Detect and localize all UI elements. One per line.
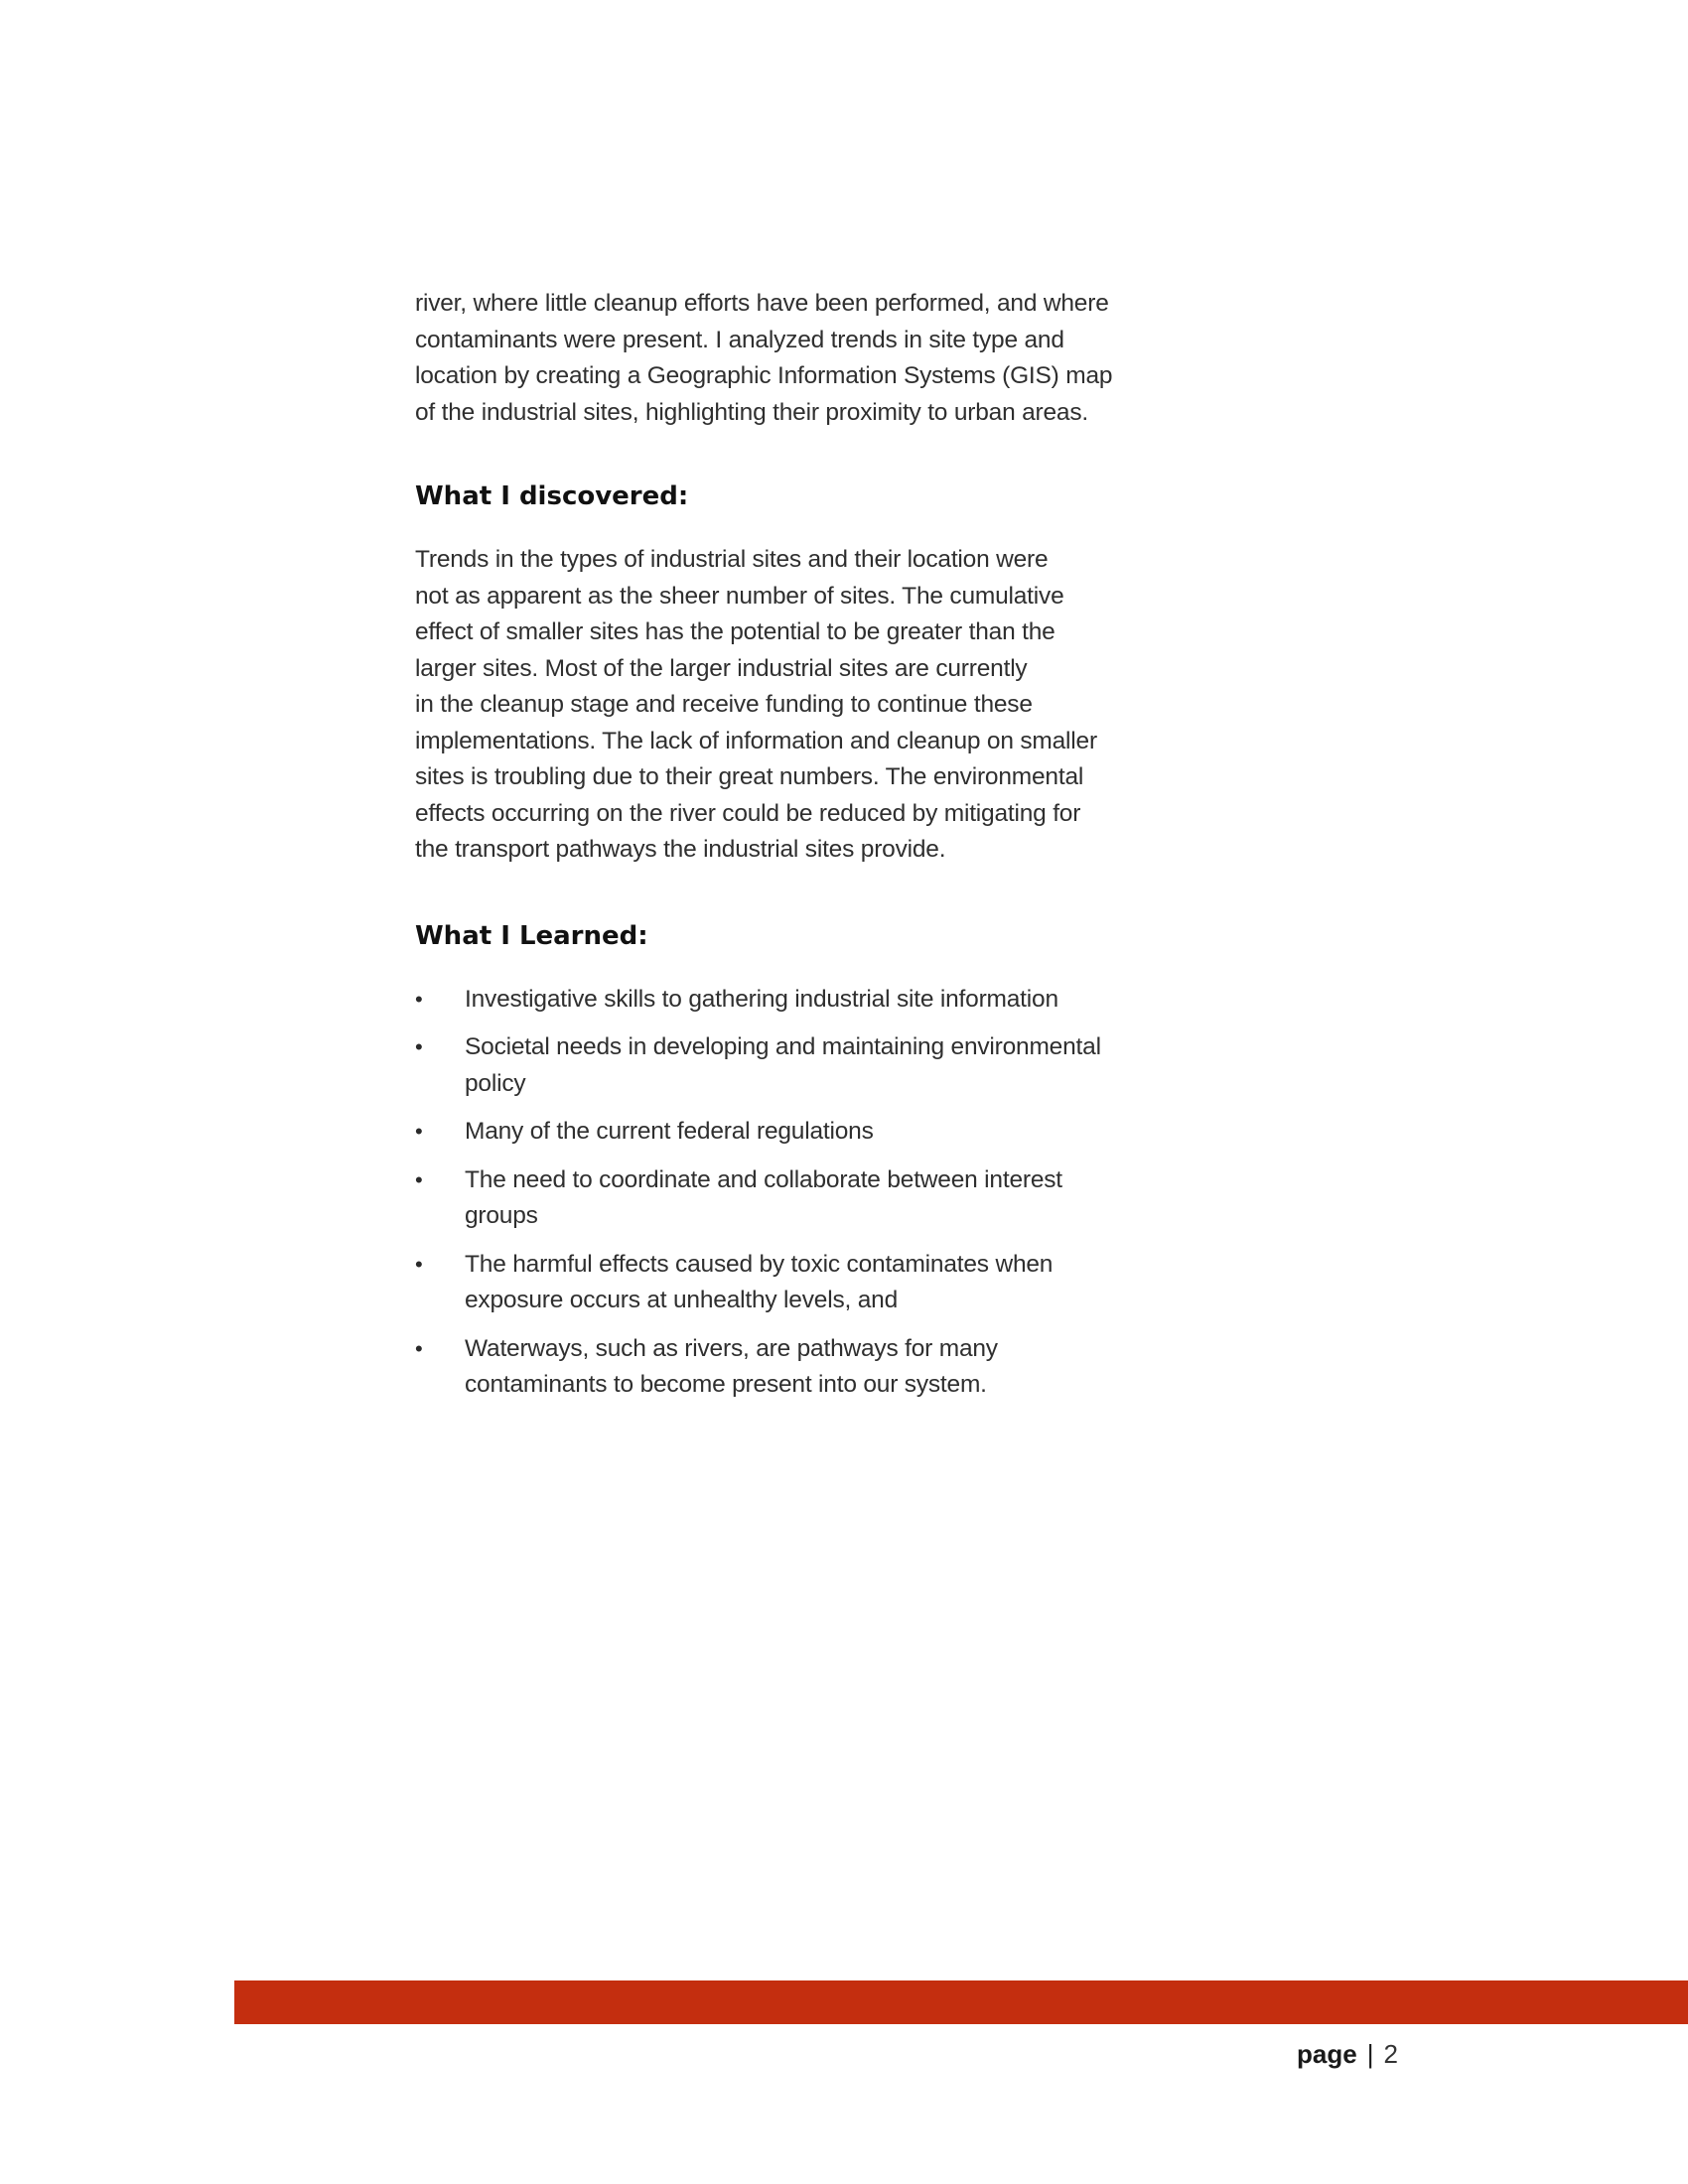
page-number: 2 <box>1383 2039 1398 2069</box>
list-item <box>415 1331 1130 1404</box>
list-item-line: Investigative skills to gathering industrial site information <box>465 985 1058 1013</box>
paragraph-line: contaminants were present. I analyzed trends in site type and <box>415 326 1064 353</box>
intro-paragraph <box>415 286 1130 431</box>
paragraph-line: not as apparent as the sheer number of sites. The cumulative <box>415 582 1064 610</box>
discovered-paragraph <box>415 542 1130 869</box>
paragraph-line: larger sites. Most of the larger industrial sites are currently <box>415 654 1028 682</box>
paragraph-line: effect of smaller sites has the potential to be greater than the <box>415 618 1055 645</box>
paragraph-line: location by creating a Geographic Information Systems (GIS) map <box>415 362 1113 389</box>
list-item-line: The harmful effects caused by toxic contaminates when <box>465 1250 1054 1278</box>
paragraph-line: implementations. The lack of information and cleanup on smaller <box>415 727 1097 754</box>
list-item-line: Waterways, such as rivers, are pathways for many <box>465 1334 998 1362</box>
paragraph-line: of the industrial sites, highlighting their proximity to urban areas. <box>415 398 1089 426</box>
page-word: page <box>1297 2039 1357 2069</box>
list-item-line: Societal needs in developing and maintaining environmental <box>465 1033 1101 1060</box>
list-item <box>415 1162 1130 1235</box>
list-item-line: contaminants to become present into our system. <box>465 1371 987 1398</box>
bullet-icon: • <box>415 1251 423 1277</box>
list-item <box>415 982 1130 1019</box>
list-item-line: Many of the current federal regulations <box>465 1118 874 1145</box>
learned-bullet-list <box>415 982 1130 1404</box>
paragraph-line: in the cleanup stage and receive funding to continue these <box>415 691 1033 718</box>
footer-accent-bar <box>234 1980 1688 2024</box>
paragraph-line: the transport pathways the industrial sites provide. <box>415 836 946 863</box>
bullet-icon: • <box>415 986 423 1012</box>
page-number-label <box>1297 2039 1398 2070</box>
list-item <box>415 1029 1130 1102</box>
list-item-line: policy <box>465 1069 526 1097</box>
paragraph-line: effects occurring on the river could be reduced by mitigating for <box>415 799 1081 827</box>
list-item-line: groups <box>465 1202 538 1229</box>
list-item-line: The need to coordinate and collaborate between interest <box>465 1165 1062 1193</box>
heading-what-i-learned: What I Learned: <box>415 920 648 951</box>
bullet-icon: • <box>415 1166 423 1192</box>
bullet-icon: • <box>415 1335 423 1361</box>
list-item-line: exposure occurs at unhealthy levels, and <box>465 1287 898 1313</box>
bullet-icon: • <box>415 1119 423 1144</box>
paragraph-line: sites is troubling due to their great numbers. The environmental <box>415 763 1084 790</box>
list-item <box>415 1114 1130 1151</box>
list-item <box>415 1247 1130 1319</box>
paragraph-line: Trends in the types of industrial sites and their location were <box>415 546 1049 573</box>
paragraph-line: river, where little cleanup efforts have been performed, and where <box>415 290 1109 317</box>
page-content <box>415 286 1130 1416</box>
bullet-icon: • <box>415 1034 423 1059</box>
page-separator: | <box>1366 2039 1374 2069</box>
heading-what-i-discovered: What I discovered: <box>415 481 689 511</box>
